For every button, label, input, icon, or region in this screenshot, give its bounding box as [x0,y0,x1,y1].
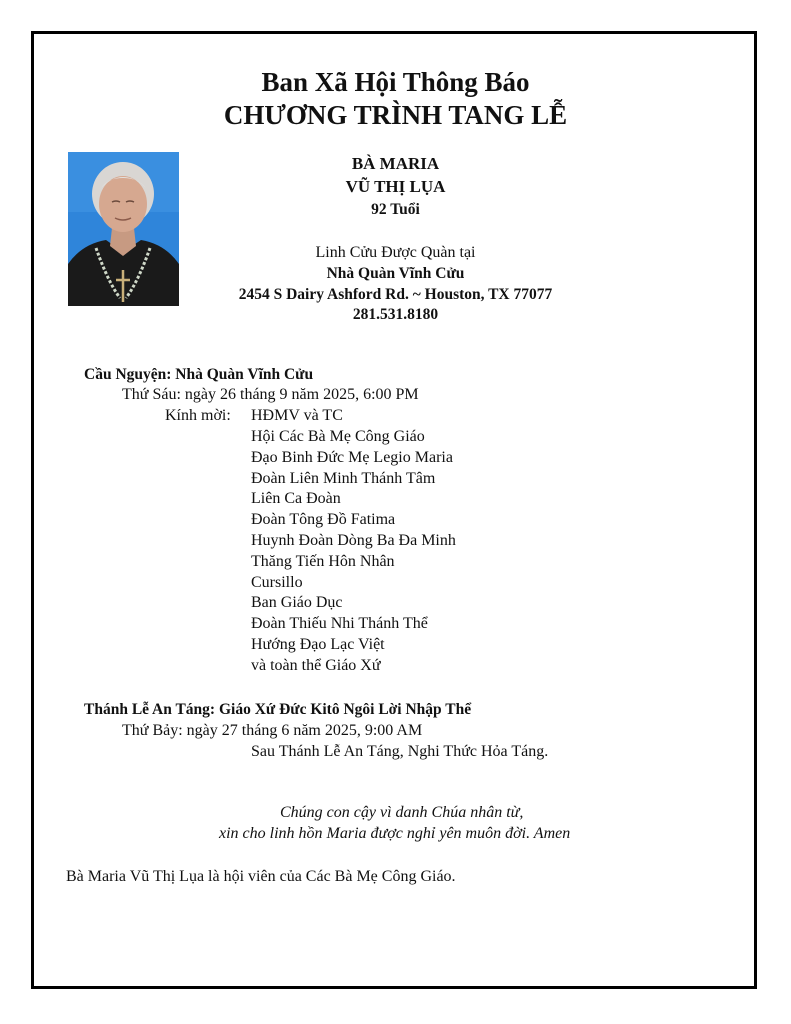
invitee-item: Hội Các Bà Mẹ Công Giáo [251,428,425,445]
funeral-home-phone: 281.531.8180 [352,306,439,323]
closing-prayer-line1: Chúng con cậy vì danh Chúa nhân từ, [280,804,524,821]
invitee-item: Ban Giáo Dục [251,594,343,611]
cremation-note: Sau Thánh Lễ An Táng, Nghi Thức Hỏa Táng. [251,743,549,760]
funeral-home-address: 2454 S Dairy Ashford Rd. ~ Houston, TX 77077 [238,286,553,303]
invitee-item: Huynh Đoàn Dòng Ba Đa Minh [251,532,456,549]
funeral-mass-datetime: Thứ Bảy: ngày 27 tháng 6 năm 2025, 9:00 AM [122,722,423,739]
program-title: CHƯƠNG TRÌNH TANG LỄ [223,100,568,130]
funeral-mass-heading: Thánh Lễ An Táng: Giáo Xứ Đức Kitô Ngôi Lời Nhập Thể [84,701,472,718]
deceased-name: VŨ THỊ LỤA [345,177,446,196]
invitee-item: Hướng Đạo Lạc Việt [251,636,385,653]
invitee-item: và toàn thể Giáo Xứ [251,657,381,674]
deceased-title: BÀ MARIA [351,154,440,173]
prayer-datetime: Thứ Sáu: ngày 26 tháng 9 năm 2025, 6:00 PM [122,386,419,403]
invitee-item: Đoàn Tông Đồ Fatima [251,511,396,528]
invitee-item: Đạo Binh Đức Mẹ Legio Maria [251,449,453,466]
invitee-item: Thăng Tiến Hôn Nhân [251,553,395,570]
invitee-item: Đoàn Liên Minh Thánh Tâm [251,470,436,487]
invitee-item: Liên Ca Đoàn [251,490,341,507]
deceased-age: 92 Tuổi [371,201,420,218]
viewing-intro: Linh Cửu Được Quàn tại [315,244,476,261]
announcement-heading: Ban Xã Hội Thông Báo [261,67,530,97]
membership-note: Bà Maria Vũ Thị Lụa là hội viên của Các Bà Mẹ Công Giáo. [66,868,456,885]
invitee-item: Cursillo [251,574,303,591]
closing-prayer-line2: xin cho linh hồn Maria được nghỉ yên muôn đời. Amen [219,825,571,842]
invitee-item: HĐMV và TC [251,407,343,424]
prayer-heading: Cầu Nguyện: Nhà Quàn Vĩnh Cửu [84,366,314,383]
invite-label: Kính mời: [165,407,231,424]
invitee-item: Đoàn Thiếu Nhi Thánh Thể [251,615,428,632]
funeral-home-name: Nhà Quàn Vĩnh Cửu [326,265,465,282]
